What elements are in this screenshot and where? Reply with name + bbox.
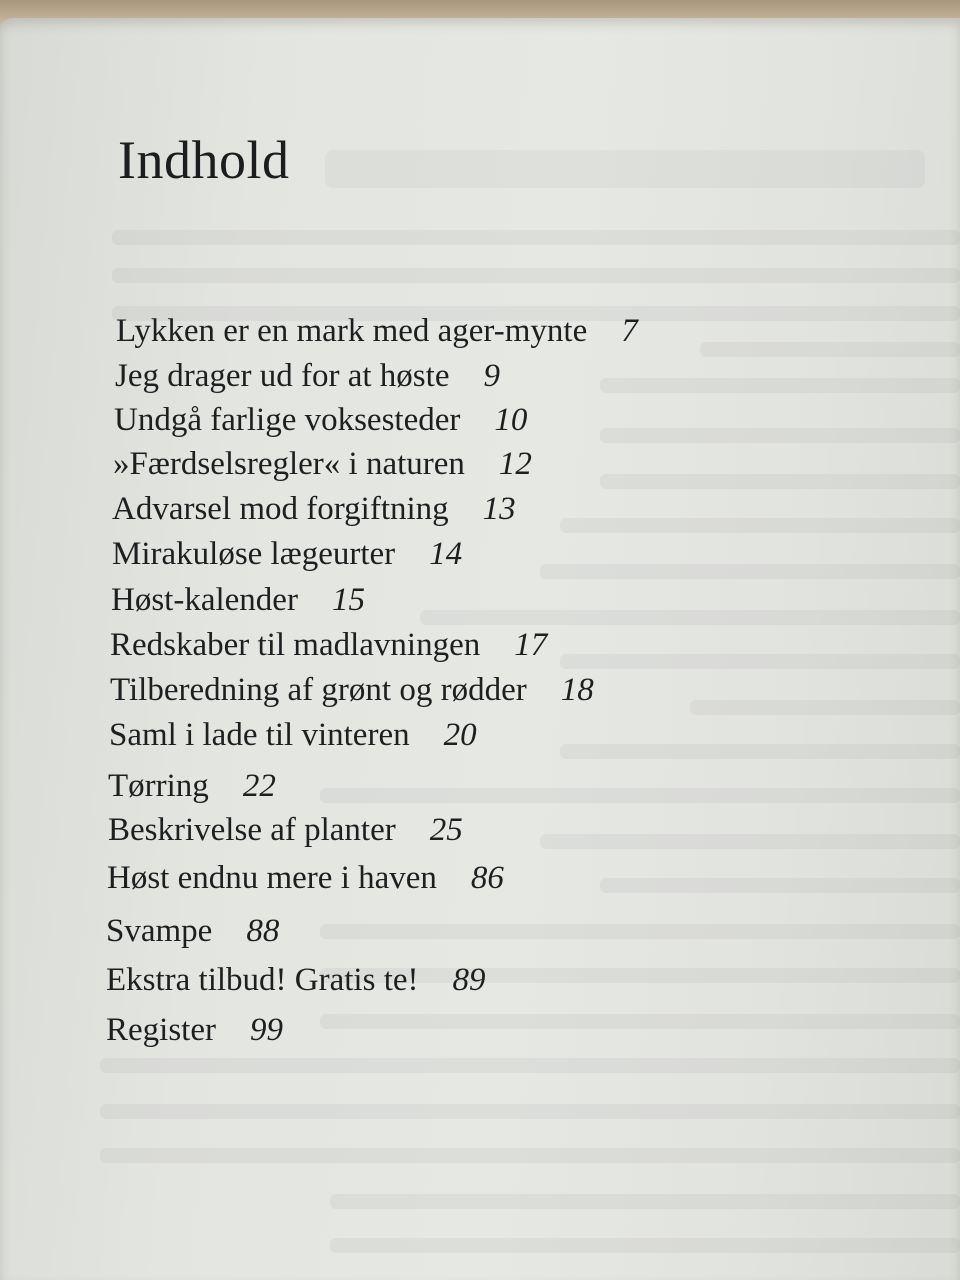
toc-entry bbox=[108, 766, 276, 806]
toc-entry-title: Advarsel mod forgiftning bbox=[112, 491, 449, 527]
toc-entry bbox=[109, 715, 477, 755]
toc-entry bbox=[112, 534, 462, 574]
book-page bbox=[0, 18, 960, 1280]
toc-entry-title: Saml i lade til vinteren bbox=[109, 717, 410, 753]
toc-entry-title: Register bbox=[106, 1012, 216, 1048]
toc-entry-page: 12 bbox=[498, 446, 532, 482]
toc-entry-title: Lykken er en mark med ager-mynte bbox=[116, 313, 588, 349]
toc-entry-page: 7 bbox=[621, 313, 638, 349]
toc-entry bbox=[110, 670, 594, 710]
toc-entry-page: 88 bbox=[246, 913, 280, 949]
toc-entry bbox=[107, 858, 504, 898]
toc-entry-page: 25 bbox=[429, 812, 463, 848]
toc-entry-title: »Færdselsregler« i naturen bbox=[113, 446, 465, 482]
toc-entry bbox=[116, 311, 638, 351]
toc-entry-page: 20 bbox=[443, 717, 477, 753]
toc-entry-page: 15 bbox=[331, 582, 365, 618]
page-title: Indhold bbox=[118, 130, 290, 190]
toc-entry bbox=[110, 625, 547, 665]
toc-entry-page: 17 bbox=[514, 627, 548, 663]
toc-entry bbox=[106, 960, 486, 1000]
toc-entry-page: 86 bbox=[470, 860, 504, 896]
toc-entry bbox=[111, 580, 365, 620]
toc-entry bbox=[113, 444, 532, 484]
toc-entry-page: 13 bbox=[482, 491, 516, 527]
table-of-contents bbox=[0, 18, 960, 1280]
toc-entry-title: Tørring bbox=[108, 768, 209, 804]
toc-entry-page: 14 bbox=[429, 536, 463, 572]
toc-entry-page: 22 bbox=[242, 768, 276, 804]
toc-entry bbox=[112, 489, 516, 529]
toc-entry-title: Undgå farlige voksesteder bbox=[114, 402, 461, 438]
toc-entry bbox=[106, 911, 279, 951]
toc-entry-page: 10 bbox=[494, 402, 528, 438]
toc-entry-title: Svampe bbox=[106, 913, 213, 949]
toc-entry-title: Beskrivelse af planter bbox=[108, 812, 396, 848]
toc-entry-title: Jeg drager ud for at høste bbox=[115, 358, 450, 394]
toc-entry-title: Redskaber til madlavningen bbox=[110, 627, 481, 663]
toc-entry-title: Høst endnu mere i haven bbox=[107, 860, 437, 896]
toc-entry-page: 18 bbox=[560, 672, 594, 708]
toc-entry bbox=[106, 1010, 283, 1050]
toc-entry-page: 9 bbox=[483, 358, 500, 394]
toc-entry-page: 99 bbox=[249, 1012, 283, 1048]
toc-entry bbox=[115, 356, 500, 396]
toc-entry-title: Ekstra tilbud! Gratis te! bbox=[106, 962, 419, 998]
toc-entry-title: Tilberedning af grønt og rødder bbox=[110, 672, 527, 708]
toc-entry bbox=[114, 400, 527, 440]
toc-entry bbox=[108, 810, 463, 850]
toc-entry-title: Høst-kalender bbox=[111, 582, 298, 618]
toc-entry-title: Mirakuløse lægeurter bbox=[112, 536, 396, 572]
toc-entry-page: 89 bbox=[452, 962, 486, 998]
